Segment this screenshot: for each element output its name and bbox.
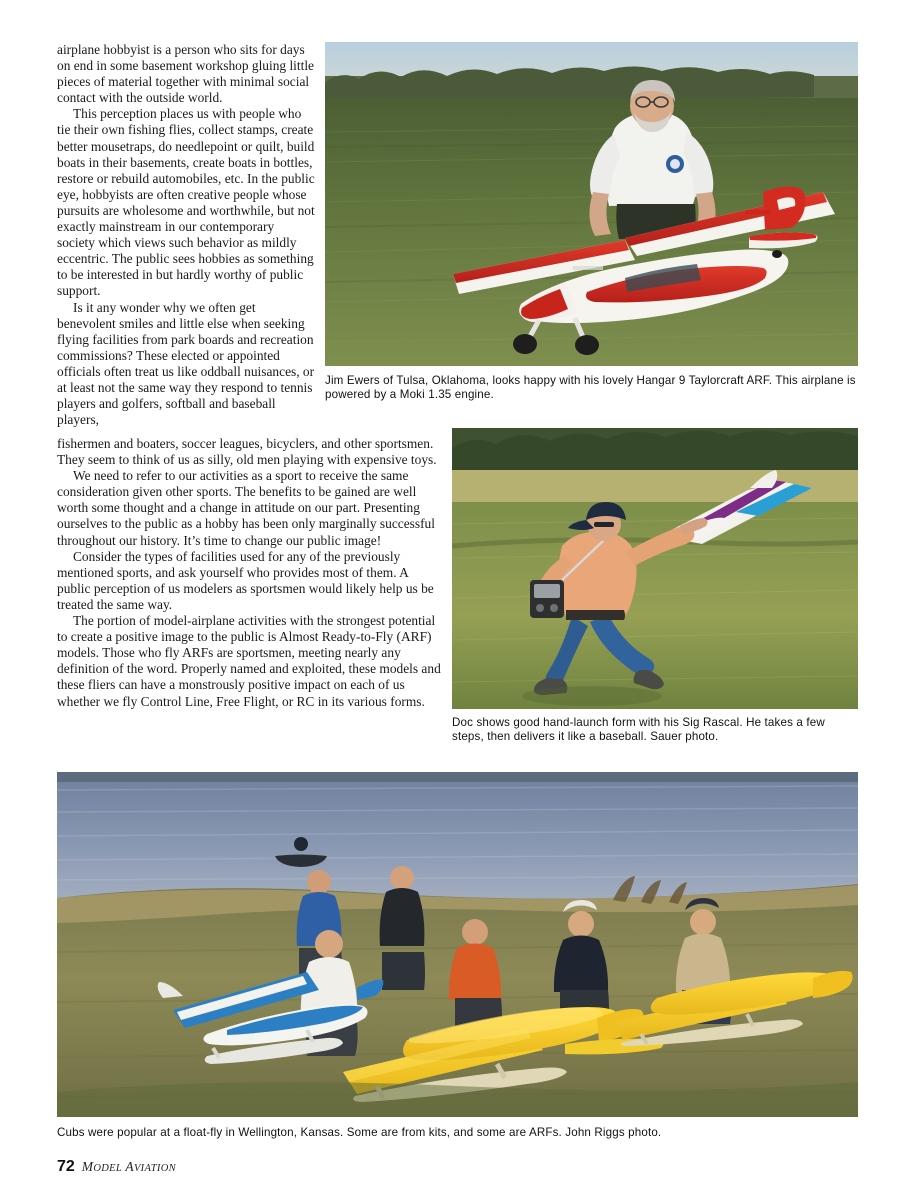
paragraph: This perception places us with people who tie their own fishing flies, collect stamps, create better mousetraps, do needlepoint or quilt, build boats in their basements, create boats in bottles, restore or rebuild automobiles, etc. In the public eye, hobbyists are often creative people whose pursuits are wholesome and worthwhile, but not exactly mainstream in our contemporary society which views such behavior as mildly eccentric. The public sees hobbies as something to be interested in but hardly worthy of public support. xyxy=(57,106,315,299)
magazine-name: MODEL AVIATION xyxy=(81,1159,176,1174)
photo-float-fly xyxy=(57,772,858,1117)
article-column-wide xyxy=(57,436,442,710)
photo-hand-launch-image xyxy=(452,428,858,709)
paragraph: airplane hobbyist is a person who sits for days on end in some basement workshop gluing little pieces of material together with minimal social contact with the outside world. xyxy=(57,42,314,106)
page-number: 72 xyxy=(57,1158,75,1175)
photo-caption: Doc shows good hand-launch form with his Sig Rascal. He takes a few steps, then delivers it like a baseball. Sauer photo. xyxy=(452,716,825,743)
photo-taylorcraft-image xyxy=(325,42,858,366)
photo-caption: Cubs were popular at a float-fly in Wellington, Kansas. Some are from kits, and some are ARFs. John Riggs photo. xyxy=(57,1126,662,1139)
paragraph: Is it any wonder why we often get benevolent smiles and little else when seeking flying facilities from park boards and recreation commissions? These elected or appointed officials often treat us like oddball nuisances, or at least not the same way they respond to tennis players and golfers, softball and baseball players, xyxy=(57,299,315,428)
paragraph: We need to refer to our activities as a sport to receive the same consideration given other sports. The benefits to be gained are well worth some thought and a change in attitude on our part. Presenting ourselves to the public as a hobby has been only marginally successful throughout our history. It’s time to change our public image! xyxy=(57,468,435,548)
paragraph: The portion of model-airplane activities with the strongest potential to create a positive image to the public is Almost Ready-to-Fly (ARF) models. Those who fly ARFs are sportsmen, meeting nearly any definition of the word. Properly named and exploited, these models and these fliers can have a monstrously positive impact on each of us whether we fly Control Line, Free Flight, or RC in its various forms. xyxy=(57,613,441,709)
paragraph: fishermen and boaters, soccer leagues, bicyclers, and other sportsmen. They seem to think of us as silly, old men playing with expensive toys. xyxy=(57,436,437,468)
photo-hand-launch xyxy=(452,428,858,709)
photo-caption: Jim Ewers of Tulsa, Oklahoma, looks happy with his lovely Hangar 9 Taylorcraft ARF. This airplane is powered by a Moki 1.35 engine. xyxy=(325,374,856,401)
photo-taylorcraft xyxy=(325,42,858,366)
paragraph: Consider the types of facilities used for any of the previously mentioned sports, and ask yourself who provides most of them. A public perception of us modelers as sportsmen would likely help us be treated the same way. xyxy=(57,548,434,612)
photo-float-fly-image xyxy=(57,772,858,1117)
article-column-narrow xyxy=(57,42,315,428)
page-footer xyxy=(57,1158,176,1176)
